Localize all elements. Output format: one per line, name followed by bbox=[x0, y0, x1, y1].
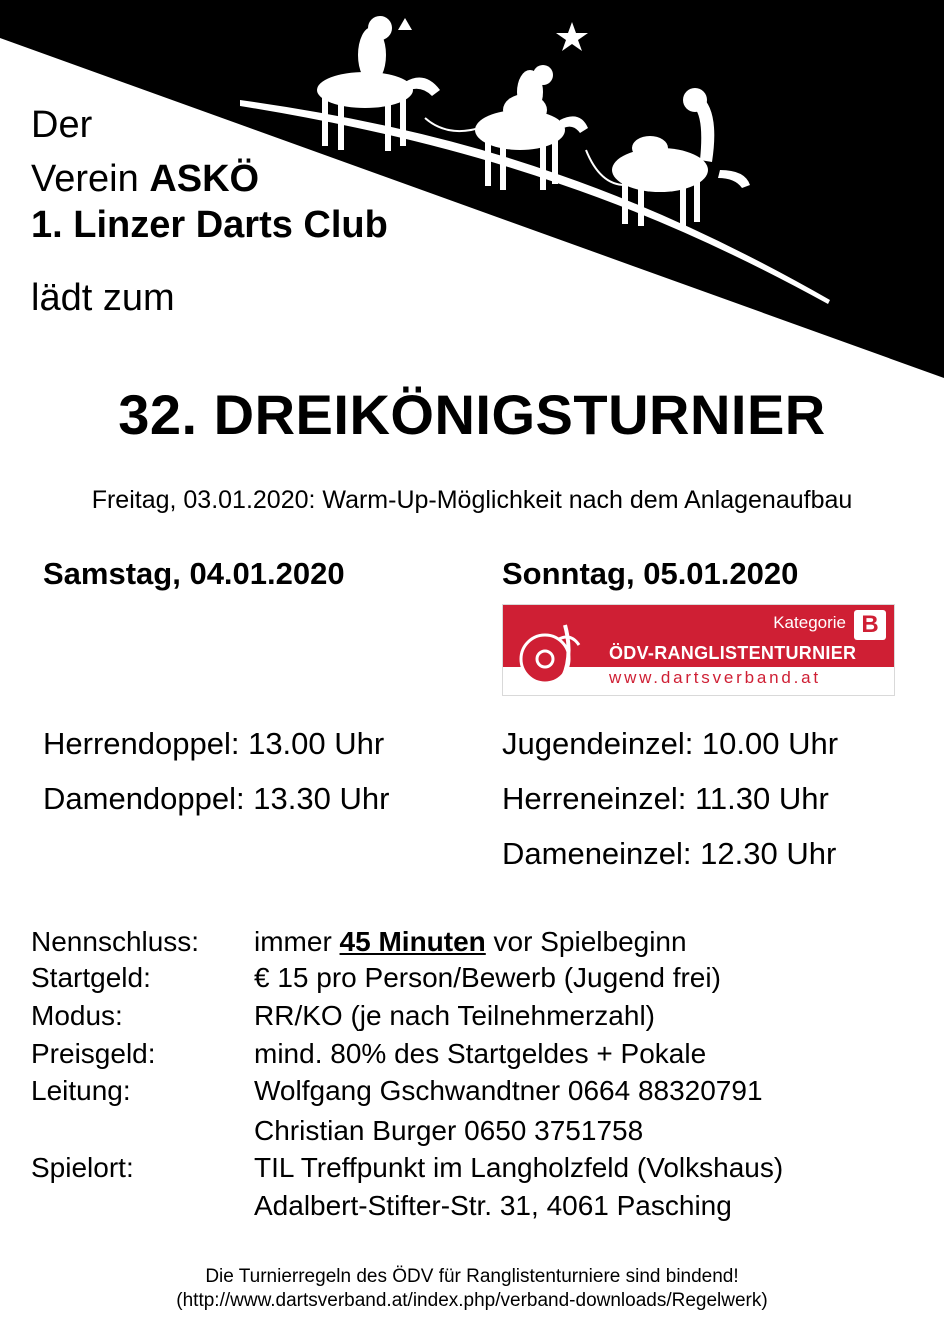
intro-line-1: Der bbox=[31, 104, 93, 146]
footer-rules-note: Die Turnierregeln des ÖDV für Ranglistenturniere sind bindend! bbox=[205, 1266, 739, 1287]
sunday-event: Dameneinzel: 12.30 Uhr bbox=[502, 836, 837, 871]
info-label-nennschluss: Nennschluss: bbox=[31, 926, 200, 957]
club-name: 1. Linzer Darts Club bbox=[31, 204, 388, 246]
nennschluss-post: vor Spielbeginn bbox=[485, 926, 687, 957]
info-label-startgeld: Startgeld: bbox=[31, 962, 151, 993]
info-value-leitung-2: Christian Burger 0650 3751758 bbox=[254, 1115, 644, 1146]
sunday-heading: Sonntag, 05.01.2020 bbox=[502, 556, 799, 591]
intro-line-4: lädt zum bbox=[31, 277, 175, 319]
nennschluss-deadline: 45 Minuten bbox=[339, 926, 486, 957]
info-label-modus: Modus: bbox=[31, 1000, 123, 1031]
oedv-logo-icon bbox=[513, 615, 593, 687]
badge-category-value: B bbox=[854, 610, 886, 640]
nennschluss-pre: immer bbox=[254, 926, 340, 957]
info-value-spielort-2: Adalbert-Stifter-Str. 31, 4061 Pasching bbox=[254, 1190, 732, 1221]
oedv-ranking-badge bbox=[502, 604, 895, 696]
info-value-modus: RR/KO (je nach Teilnehmerzahl) bbox=[254, 1000, 655, 1031]
info-value-startgeld: € 15 pro Person/Bewerb (Jugend frei) bbox=[254, 962, 721, 993]
intro-line-2 bbox=[31, 160, 259, 198]
club-abbreviation: ASKÖ bbox=[149, 158, 260, 200]
info-label-preisgeld: Preisgeld: bbox=[31, 1038, 156, 1069]
friday-note: Freitag, 03.01.2020: Warm-Up-Möglichkeit nach dem Anlagenaufbau bbox=[91, 486, 853, 514]
tournament-title: 32. DREIKÖNIGSTURNIER bbox=[118, 383, 826, 446]
info-label-leitung: Leitung: bbox=[31, 1075, 131, 1106]
badge-category-label: Kategorie bbox=[773, 613, 846, 632]
info-value-leitung-1: Wolfgang Gschwandtner 0664 88320791 bbox=[254, 1075, 763, 1106]
saturday-heading: Samstag, 04.01.2020 bbox=[43, 556, 345, 591]
info-label-spielort: Spielort: bbox=[31, 1152, 134, 1183]
badge-title: ÖDV-RANGLISTENTURNIER bbox=[609, 643, 857, 663]
saturday-event: Herrendoppel: 13.00 Uhr bbox=[43, 726, 385, 761]
info-value-nennschluss bbox=[254, 926, 687, 958]
sunday-event: Jugendeinzel: 10.00 Uhr bbox=[502, 726, 839, 761]
info-value-spielort-1: TIL Treffpunkt im Langholzfeld (Volkshaus) bbox=[254, 1152, 784, 1183]
saturday-event: Damendoppel: 13.30 Uhr bbox=[43, 781, 390, 816]
sunday-event: Herreneinzel: 11.30 Uhr bbox=[502, 781, 829, 816]
info-value-preisgeld: mind. 80% des Startgeldes + Pokale bbox=[254, 1038, 707, 1069]
badge-url: www.dartsverband.at bbox=[609, 668, 821, 687]
intro-line-2-prefix: Verein bbox=[31, 158, 150, 200]
footer-rules-link: (http://www.dartsverband.at/index.php/verband-downloads/Regelwerk) bbox=[176, 1290, 768, 1311]
